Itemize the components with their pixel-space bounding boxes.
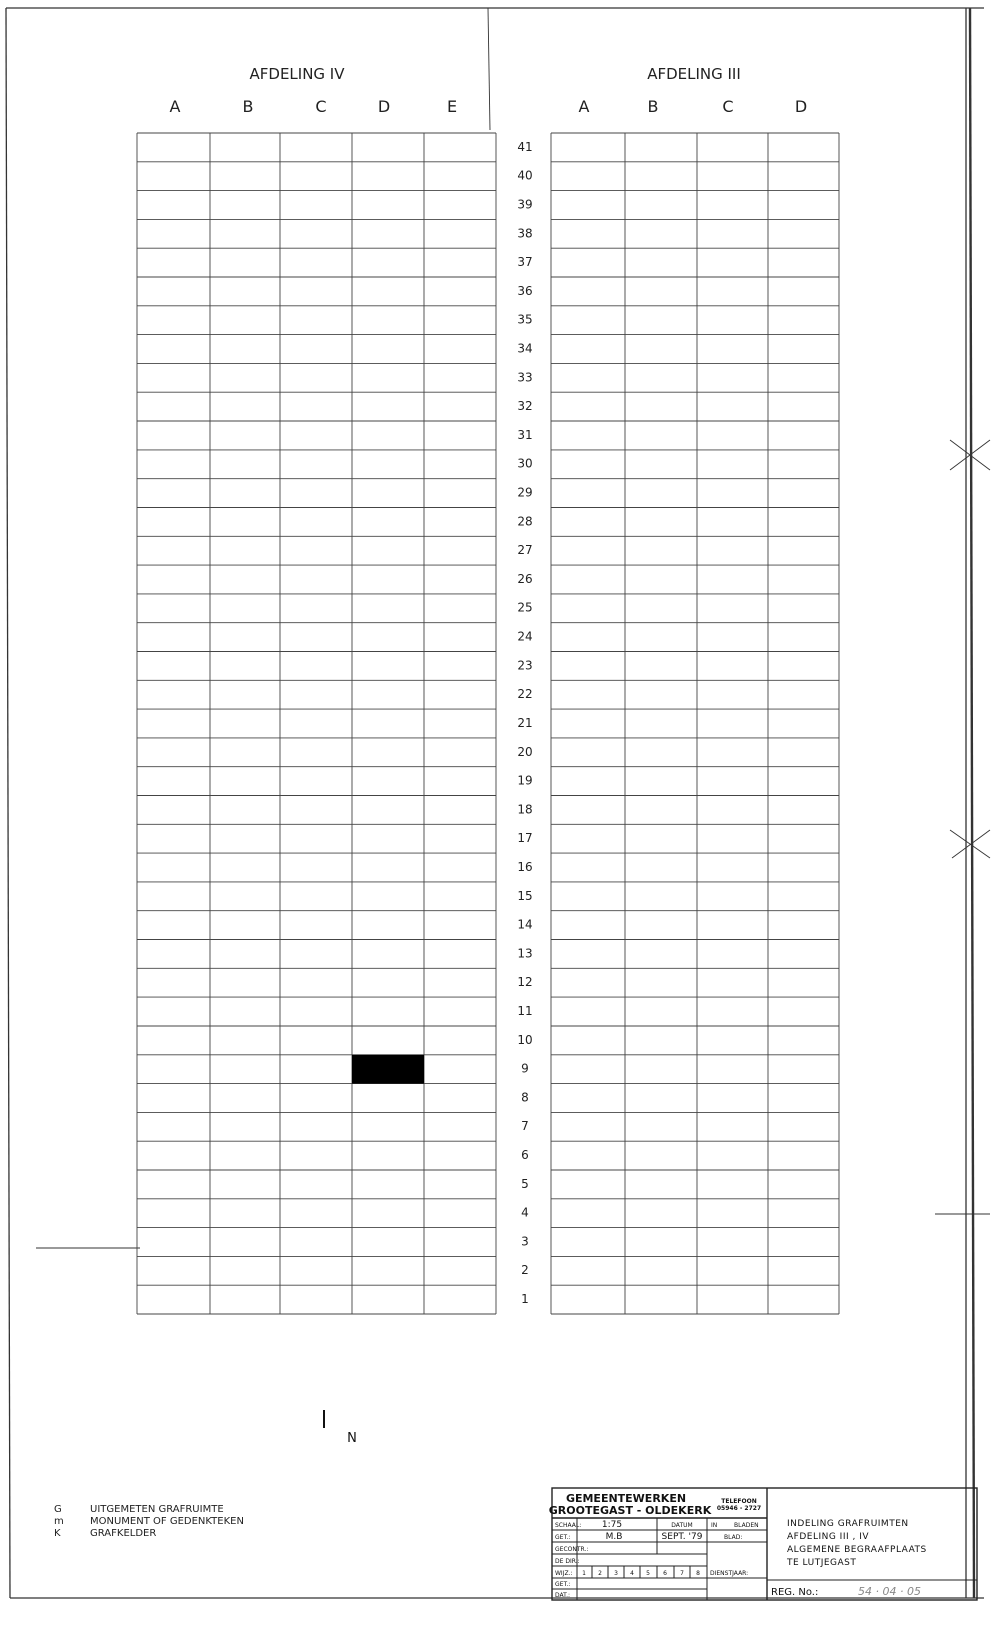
wijz-number: 4 — [630, 1570, 634, 1577]
filled-plot-cell — [352, 1055, 424, 1084]
row-number: 8 — [521, 1090, 529, 1105]
row-number: 17 — [517, 831, 533, 846]
section-title-iv: AFDELING IV — [249, 65, 345, 83]
description-line: AFDELING III , IV — [787, 1532, 870, 1542]
row-number: 41 — [517, 139, 533, 154]
row-number-labels — [517, 140, 532, 1306]
legend-text: MONUMENT OF GEDENKTEKEN — [90, 1516, 244, 1527]
column-label: B — [647, 97, 659, 116]
row-number: 36 — [517, 283, 533, 298]
description-line: INDELING GRAFRUIMTEN — [787, 1519, 909, 1529]
row-number: 3 — [521, 1234, 529, 1249]
row-number: 30 — [517, 456, 533, 471]
schaal-value: 1:75 — [601, 1520, 623, 1530]
legend — [54, 1504, 244, 1539]
gecontr-label: GECONTR.: — [555, 1546, 589, 1553]
reg-value: 54 · 04 · 05 — [858, 1585, 921, 1598]
title-block-text — [549, 1492, 927, 1599]
row-number: 12 — [517, 975, 533, 990]
description-line: ALGEMENE BEGRAAFPLAATS — [787, 1545, 927, 1555]
reg-label: REG. No.: — [771, 1587, 819, 1598]
grid-afdeling-iii — [551, 133, 839, 1314]
column-label: A — [578, 97, 590, 116]
row-number: 14 — [517, 917, 533, 932]
section-title-iii: AFDELING III — [647, 65, 741, 83]
row-number: 5 — [521, 1176, 529, 1191]
de-dir-label: DE DIR.: — [555, 1558, 580, 1565]
wijz-number: 7 — [680, 1570, 684, 1577]
column-label: E — [446, 97, 458, 116]
org-place: GROOTEGAST - OLDEKERK — [548, 1504, 712, 1517]
wijz-label: WIJZ.: — [555, 1570, 573, 1577]
get2-label: GET.: — [555, 1581, 571, 1588]
row-number: 20 — [517, 744, 533, 759]
row-number: 38 — [517, 226, 533, 241]
row-number: 40 — [517, 168, 533, 183]
row-number: 7 — [521, 1119, 529, 1134]
row-number: 24 — [517, 629, 533, 644]
row-number: 28 — [517, 514, 533, 529]
row-number: 11 — [517, 1004, 533, 1018]
row-number: 4 — [521, 1205, 529, 1220]
row-number: 22 — [517, 687, 533, 702]
grid-afdeling-iv — [137, 133, 496, 1314]
sheet-border — [6, 8, 990, 1598]
wijz-number: 1 — [582, 1570, 586, 1577]
in-label: IN — [711, 1522, 718, 1529]
wijz-number: 5 — [646, 1570, 650, 1577]
bladen-label: BLADEN — [734, 1522, 759, 1529]
row-number: 13 — [517, 946, 533, 961]
legend-text: GRAFKELDER — [90, 1528, 157, 1539]
row-number: 34 — [517, 341, 533, 356]
row-number: 9 — [521, 1061, 529, 1076]
get-value: M.B — [605, 1532, 623, 1542]
column-label: D — [377, 97, 391, 116]
schaal-label: SCHAAL: — [555, 1522, 582, 1529]
row-number: 23 — [517, 658, 533, 673]
row-number: 32 — [517, 399, 533, 414]
datum-label: DATUM — [671, 1522, 693, 1529]
column-label: D — [794, 97, 808, 116]
description-line: TE LUTJEGAST — [787, 1558, 857, 1568]
row-number: 16 — [517, 860, 533, 874]
north-label: N — [347, 1431, 357, 1446]
legend-code: G — [54, 1504, 62, 1515]
row-number: 37 — [517, 255, 533, 270]
phone-label: TELEFOON — [721, 1498, 757, 1505]
column-label: A — [169, 97, 181, 116]
wijz-number: 3 — [614, 1570, 618, 1577]
legend-code: K — [54, 1528, 61, 1539]
legend-text: UITGEMETEN GRAFRUIMTE — [90, 1504, 224, 1515]
get-label: GET.: — [555, 1534, 571, 1541]
row-number: 25 — [517, 600, 533, 615]
filled-plots — [352, 1055, 424, 1084]
row-number: 21 — [517, 716, 533, 730]
blad-label: BLAD: — [724, 1534, 743, 1541]
row-number: 27 — [517, 543, 533, 558]
row-number: 1 — [521, 1292, 529, 1307]
row-number: 18 — [517, 802, 533, 817]
column-label: C — [722, 97, 734, 116]
row-number: 19 — [517, 773, 533, 788]
dat-label: DAT.: — [555, 1592, 571, 1599]
phone-number: 05946 - 2727 — [716, 1505, 762, 1512]
column-label: B — [242, 97, 254, 116]
row-number: 31 — [517, 427, 533, 442]
wijz-number: 2 — [598, 1570, 602, 1577]
wijz-number: 6 — [663, 1570, 667, 1577]
row-number: 2 — [521, 1263, 529, 1278]
legend-code: m — [54, 1516, 64, 1527]
row-number: 6 — [521, 1148, 529, 1162]
row-number: 15 — [517, 888, 533, 903]
row-number: 29 — [517, 485, 533, 500]
row-number: 33 — [517, 370, 533, 385]
wijz-number: 8 — [696, 1570, 700, 1577]
org-name: GEMEENTEWERKEN — [565, 1492, 687, 1505]
row-number: 26 — [517, 571, 533, 586]
column-label: C — [315, 97, 327, 116]
column-labels — [170, 97, 808, 116]
row-number: 39 — [517, 197, 533, 212]
datum-value: SEPT. '79 — [661, 1532, 703, 1542]
dienstjaar-label: DIENSTJAAR: — [710, 1570, 749, 1577]
row-number: 35 — [517, 312, 533, 327]
row-number: 10 — [517, 1032, 533, 1047]
